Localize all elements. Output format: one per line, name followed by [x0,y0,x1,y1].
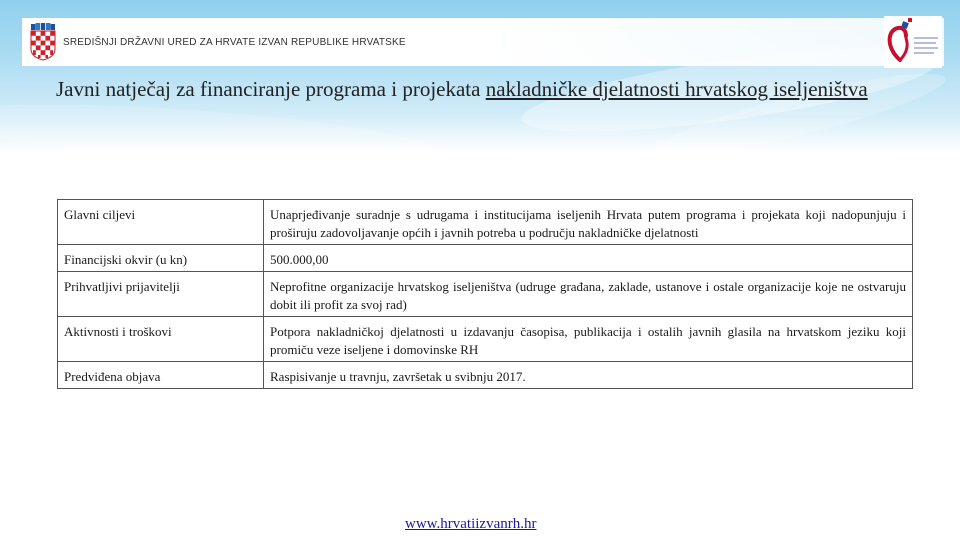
row-value: Neprofitne organizacije hrvatskog iseljeništva (udruge građana, zaklade, ustanove i ostale organizacije koje ne ostvaruju dobit ili profit za svoj rad) [264,272,913,317]
page-title [56,76,902,102]
info-table [57,199,913,389]
table-row [58,272,913,317]
office-name: SREDIŠNJI DRŽAVNI URED ZA HRVATE IZVAN REPUBLIKE HRVATSKE [63,37,406,48]
row-label: Predviđena objava [58,362,264,389]
table-row [58,317,913,362]
croatian-coat-of-arms-icon [30,23,56,61]
row-label: Prihvatljivi prijavitelji [58,272,264,317]
row-label: Aktivnosti i troškovi [58,317,264,362]
title-text: Javni natječaj za financiranje programa i projekata [56,77,486,101]
row-value: Raspisivanje u travnju, završetak u svibnju 2017. [264,362,913,389]
row-value: 500.000,00 [264,245,913,272]
row-label: Financijski okvir (u kn) [58,245,264,272]
row-value: Unaprjeđivanje suradnje s udrugama i institucijama iseljenih Hrvata putem programa i projekata koji nadopunjuju i proširuju zadovoljavanje općih i javnih potreba u području nakladničke djelatnosti [264,200,913,245]
table-row [58,245,913,272]
table-row [58,362,913,389]
title-underlined-text: nakladničke djelatnosti hrvatskog iseljeništva [485,77,868,101]
table-row [58,200,913,245]
row-label: Glavni ciljevi [58,200,264,245]
website-link[interactable]: www.hrvatiizvanrh.hr [405,516,537,532]
row-value: Potpora nakladničkoj djelatnosti u izdavanju časopisa, publikacija i ostalih javnih glasila na hrvatskom jeziku koji promiču veze iseljene i domovinske RH [264,317,913,362]
heart-logo-icon [884,16,942,68]
